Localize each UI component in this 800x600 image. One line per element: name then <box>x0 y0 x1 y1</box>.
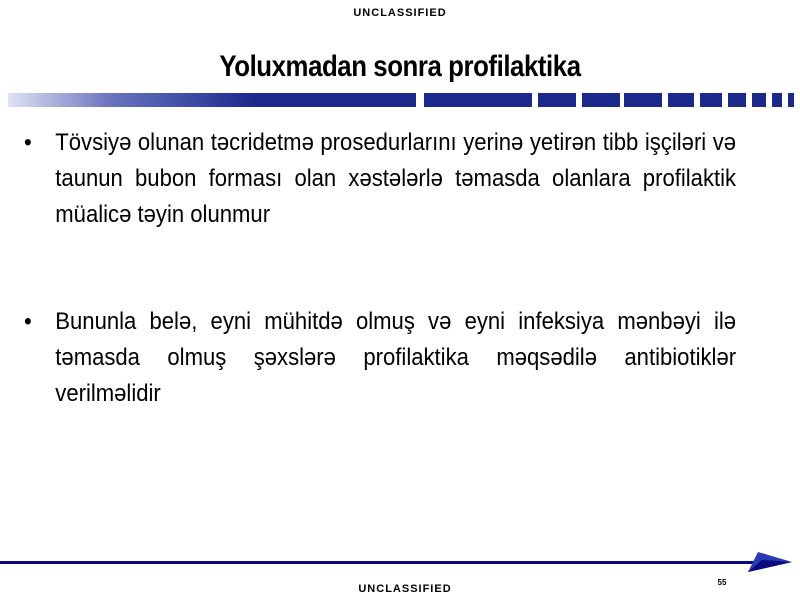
title-bar-gradient-segment <box>8 93 416 107</box>
classification-top-label: UNCLASSIFIED <box>353 7 447 19</box>
title-bar-block <box>772 93 782 107</box>
footer-line <box>0 561 770 564</box>
title-bar-block <box>538 93 576 107</box>
bullet-text: Tövsiyə olunan təcridetmə prosedurlarını yerinə yetirən tibb işçiləri və taunun bubon forması olan xəstələrlə təmasda olanlara profilaktik müalicə təyin olunmur <box>55 129 737 228</box>
bullet-list <box>24 125 737 412</box>
bullet-item <box>24 125 736 233</box>
page-number: 55 <box>717 578 727 587</box>
title-bar-block <box>624 93 662 107</box>
arrow-head-icon <box>748 552 792 572</box>
bullet-item <box>24 304 736 412</box>
title-bar-block <box>424 93 532 107</box>
title-bar-block <box>752 93 766 107</box>
title-bar-block <box>582 93 620 107</box>
bullet-dot-icon: • <box>24 129 32 156</box>
bullet-dot-icon: • <box>24 308 32 335</box>
title-bar-block <box>668 93 694 107</box>
title-bar-block <box>788 93 794 107</box>
title-underline-bar <box>0 93 800 107</box>
classification-bottom-label: UNCLASSIFIED <box>358 583 452 595</box>
title-bar-block <box>728 93 746 107</box>
bullet-text: Bununla belə, eyni mühitdə olmuş və eyni infeksiya mənbəyi ilə təmasda olmuş şəxslərə profilaktika məqsədilə antibiotiklər verilməlidir <box>55 308 737 407</box>
slide-title: Yoluxmadan sonra profilaktika <box>219 50 581 83</box>
title-bar-block <box>700 93 722 107</box>
